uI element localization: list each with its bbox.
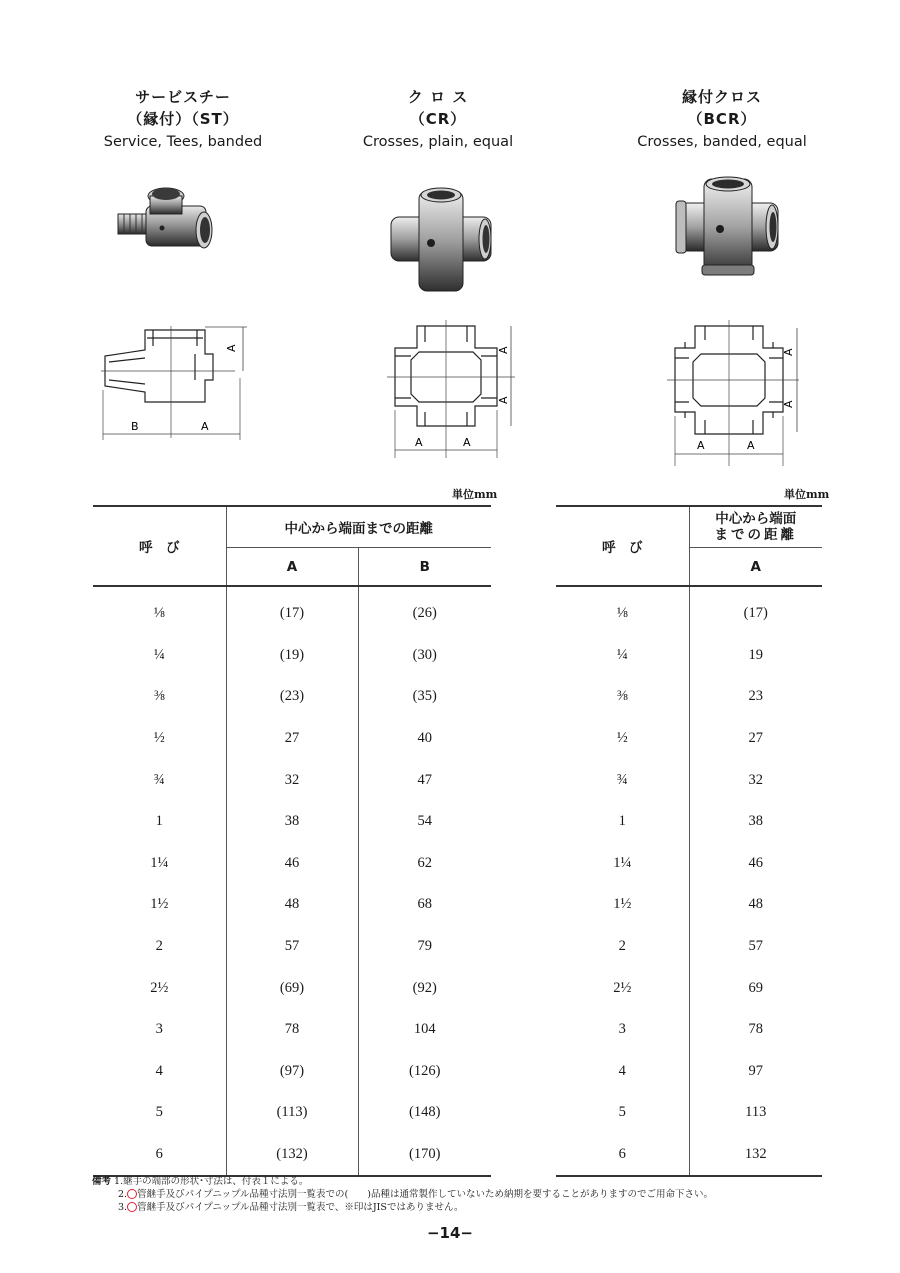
dim-label-a: A <box>747 439 755 452</box>
table-row <box>93 635 491 677</box>
table-row <box>556 635 822 677</box>
note-2: 管継手及びパイプニップル品種寸法別一覧表での( )品種は通常製作していないため納期を要することがありますのでご用命下さい。 <box>137 1189 713 1200</box>
cell-a: (17) <box>689 586 822 635</box>
cell-size: 1 <box>155 813 163 830</box>
cell-b: 79 <box>358 926 491 968</box>
cell-size: ⅛ <box>153 605 165 622</box>
cell-size: 1½ <box>613 896 632 913</box>
cell-a: 27 <box>689 718 822 760</box>
cell-size: ⅜ <box>616 688 628 705</box>
table-row <box>556 676 822 718</box>
banded-cross-drawing <box>665 318 810 468</box>
circle-mark-icon <box>127 1202 137 1212</box>
cell-b: (30) <box>358 635 491 677</box>
cell-size: 2 <box>618 938 626 955</box>
cell-b: (170) <box>358 1134 491 1177</box>
notes <box>92 1175 713 1214</box>
cell-size: 5 <box>155 1104 163 1121</box>
cell-a: 57 <box>689 926 822 968</box>
col-header-a: A <box>226 548 358 587</box>
table-row <box>556 1009 822 1051</box>
col-header-b: B <box>358 548 491 587</box>
cell-b: (148) <box>358 1092 491 1134</box>
dim-label-a: A <box>782 400 795 408</box>
col-header-distance: 中心から端面までの距離 <box>226 506 491 548</box>
cell-size: ⅜ <box>153 688 165 705</box>
note-3: 管継手及びパイプニップル品種寸法別一覧表で、※印はJISではありません。 <box>137 1202 464 1213</box>
col-header-size: 呼 び <box>139 540 180 556</box>
cell-b: (26) <box>358 586 491 635</box>
table-row <box>556 843 822 885</box>
cell-b: (92) <box>358 967 491 1009</box>
cell-a: 78 <box>226 1009 358 1051</box>
service-tee-drawing <box>95 318 255 443</box>
cell-a: 48 <box>226 884 358 926</box>
cell-a: 132 <box>689 1134 822 1177</box>
cell-b: (126) <box>358 1051 491 1093</box>
product-title-en: Crosses, plain, equal <box>362 134 514 150</box>
cell-a: 57 <box>226 926 358 968</box>
product-code: （縁付）（ST） <box>127 110 239 128</box>
cell-size: 4 <box>155 1062 163 1079</box>
note-3-number: 3. <box>118 1202 128 1213</box>
cell-a: 38 <box>689 801 822 843</box>
dim-label-a: A <box>201 420 209 433</box>
cell-size: 4 <box>618 1062 626 1079</box>
product-title-ja: サービスチー <box>135 88 231 106</box>
cell-size: 1 <box>618 813 626 830</box>
unit-label: 単位mm <box>452 488 498 501</box>
product-banded-cross <box>607 86 837 154</box>
note-2-number: 2. <box>118 1189 128 1200</box>
table-row <box>93 676 491 718</box>
cell-size: 6 <box>155 1146 163 1163</box>
cell-size: 1¼ <box>613 854 632 871</box>
cell-a: (132) <box>226 1134 358 1177</box>
cell-a: 48 <box>689 884 822 926</box>
table-row <box>93 926 491 968</box>
cell-size: 1¼ <box>150 854 169 871</box>
table-row <box>556 884 822 926</box>
col-header-distance-line1: 中心から端面 <box>715 511 797 527</box>
col-header-distance-line2: までの距離 <box>714 527 797 543</box>
cell-a: 23 <box>689 676 822 718</box>
dim-label-a: A <box>782 348 795 356</box>
col-header-a: A <box>689 548 822 587</box>
product-cross <box>323 86 553 154</box>
table-row <box>556 967 822 1009</box>
table-row <box>556 759 822 801</box>
table-row <box>556 586 822 635</box>
table-row <box>93 1092 491 1134</box>
cell-size: ½ <box>153 730 165 747</box>
dim-label-b: B <box>131 420 139 433</box>
dim-label-a: A <box>497 346 510 354</box>
table-row <box>556 1051 822 1093</box>
note-1: 1.継手の端部の形状･寸法は、付表１による。 <box>114 1176 309 1187</box>
unit-label: 単位mm <box>784 488 830 501</box>
cell-size: ½ <box>616 730 628 747</box>
table-row <box>93 801 491 843</box>
dim-label-a: A <box>225 344 238 352</box>
notes-label: 備考 <box>92 1176 112 1187</box>
cell-size: ⅛ <box>616 605 628 622</box>
cell-b: 62 <box>358 843 491 885</box>
cell-a: 32 <box>689 759 822 801</box>
cell-size: 2½ <box>613 979 632 996</box>
cell-size: 5 <box>618 1104 626 1121</box>
cell-a: 38 <box>226 801 358 843</box>
cell-a: 27 <box>226 718 358 760</box>
table-row <box>556 801 822 843</box>
table-row <box>556 1134 822 1177</box>
cell-size: 3 <box>155 1021 163 1038</box>
banded-cross-photo <box>672 175 784 277</box>
table-row <box>556 926 822 968</box>
table-row <box>556 1092 822 1134</box>
service-tee-photo <box>110 182 220 272</box>
cross-photo <box>385 185 497 297</box>
dimension-table-banded-cross <box>556 505 822 1177</box>
product-service-tee <box>68 86 298 154</box>
table-row <box>93 718 491 760</box>
cell-size: 1½ <box>150 896 169 913</box>
cell-size: 2 <box>155 938 163 955</box>
cell-b: 54 <box>358 801 491 843</box>
dimension-table-service-tee-cross <box>93 505 491 1177</box>
product-title-ja: 縁付クロス <box>681 88 762 106</box>
dim-label-a: A <box>497 396 510 404</box>
cell-a: (97) <box>226 1051 358 1093</box>
circle-mark-icon <box>127 1189 137 1199</box>
cell-a: 46 <box>689 843 822 885</box>
cell-size: ¼ <box>153 646 165 663</box>
cell-a: 32 <box>226 759 358 801</box>
cell-a: (113) <box>226 1092 358 1134</box>
table-row <box>93 586 491 635</box>
cell-a: (69) <box>226 967 358 1009</box>
cell-a: 97 <box>689 1051 822 1093</box>
col-header-distance <box>689 506 822 548</box>
cell-a: (19) <box>226 635 358 677</box>
cell-b: 104 <box>358 1009 491 1051</box>
cell-b: 47 <box>358 759 491 801</box>
cell-b: 68 <box>358 884 491 926</box>
cell-a: 78 <box>689 1009 822 1051</box>
cell-size: ¼ <box>616 646 628 663</box>
table-row <box>93 843 491 885</box>
cell-a: 113 <box>689 1092 822 1134</box>
product-code: （BCR） <box>687 110 757 128</box>
cell-a: (17) <box>226 586 358 635</box>
table-row <box>93 1009 491 1051</box>
table-row <box>93 967 491 1009</box>
dim-label-a: A <box>463 436 471 449</box>
cell-a: (23) <box>226 676 358 718</box>
page-number: −14− <box>426 1224 473 1242</box>
product-code: （CR） <box>409 110 467 128</box>
cell-size: ¾ <box>153 771 165 788</box>
table-row <box>556 718 822 760</box>
cross-drawing <box>385 318 525 463</box>
cell-a: 69 <box>689 967 822 1009</box>
product-title-en: Crosses, banded, equal <box>637 134 807 150</box>
table-row <box>93 1051 491 1093</box>
cell-a: 19 <box>689 635 822 677</box>
product-title-en: Service, Tees, banded <box>103 134 263 150</box>
dim-label-a: A <box>697 439 705 452</box>
dim-label-a: A <box>415 436 423 449</box>
table-row <box>93 884 491 926</box>
cell-a: 46 <box>226 843 358 885</box>
cell-size: ¾ <box>616 771 628 788</box>
cell-b: 40 <box>358 718 491 760</box>
cell-b: (35) <box>358 676 491 718</box>
table-row <box>93 1134 491 1177</box>
cell-size: 2½ <box>150 979 169 996</box>
product-title-ja: ク ロ ス <box>407 88 469 106</box>
cell-size: 3 <box>618 1021 626 1038</box>
col-header-size: 呼 び <box>602 540 643 556</box>
cell-size: 6 <box>618 1146 626 1163</box>
table-row <box>93 759 491 801</box>
